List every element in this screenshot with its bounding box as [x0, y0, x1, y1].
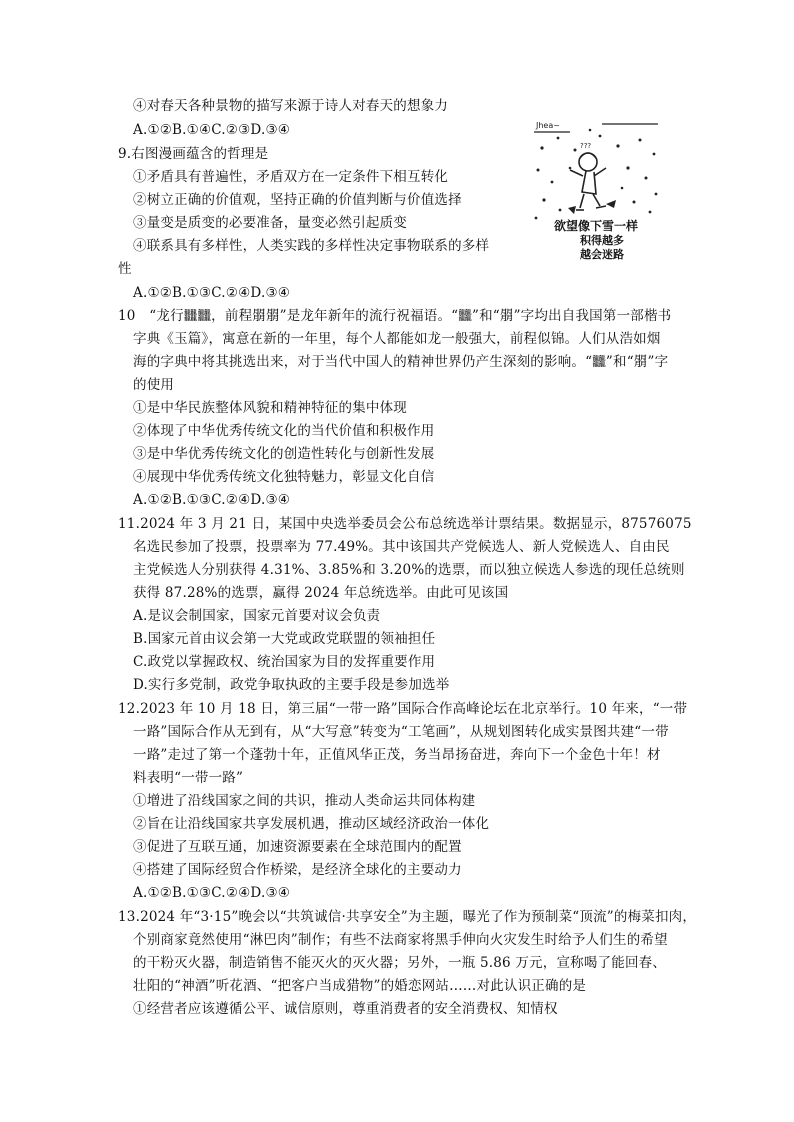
q9-answer-choices: A.①②B.①③C.②④D.③④	[133, 285, 291, 301]
q11-stem-line-1: 11.2024 年 3 月 21 日，某国中央选举委员会公布总统选举计票结果。数据显示，87576075	[118, 516, 692, 532]
q12-option-2: ②旨在让沿线国家共享发展机遇，推动区域经济政治一体化	[133, 816, 490, 832]
q13-stem-line-4: 壮阳的“神酒”听花酒、“把客户当成猎物”的婚恋网站……对此认识正确的是	[133, 978, 587, 994]
comic-caption-line-3: 越会迷路	[580, 248, 624, 261]
q9-stem: 9.右图漫画蕴含的哲理是	[118, 146, 269, 162]
comic-caption-line-2: 积得越多	[580, 234, 624, 247]
q12-stem-line-3: 一路”走过了第一个蓬勃十年，正值风华正茂，务当昂扬奋进，奔向下一个金色十年！材	[133, 747, 661, 763]
q12-answer-choices: A.①②B.①③C.②④D.③④	[133, 885, 291, 901]
q13-stem-line-3: 的干粉灭火器，制造销售不能灭火的灭火器；另外，一瓶 5.86 万元，宣称喝了能回春、	[133, 955, 667, 971]
q10-stem-line-4: 的使用	[133, 377, 175, 393]
comic-caption-line-1: 欲望像下雪一样	[553, 219, 639, 233]
q9-option-1: ①矛盾具有普遍性，矛盾双方在一定条件下相互转化	[133, 169, 449, 185]
comic-top-text: Jhea~	[536, 121, 560, 130]
q11-stem-line-4: 获得 87.28%的选票，赢得 2024 年总统选举。由此可见该国	[133, 585, 509, 601]
q12-stem-line-1: 12.2023 年 10 月 18 日，第三届“一带一路”国际合作高峰论坛在北京举行。10 年来，“一带	[118, 701, 688, 717]
q12-stem-line-2: 一路”国际合作从无到有，从“大写意”转变为“工笔画”，从规划图转化成实景图共建“一带	[133, 724, 669, 740]
q9-option-4-wrap: 性	[118, 261, 132, 277]
q11-option-b: B.国家元首由议会第一大党或政党联盟的领袖担任	[133, 631, 436, 647]
q10-option-3: ③是中华优秀传统文化的创造性转化与创新性发展	[133, 446, 435, 462]
q10-stem-line-2: 字典《玉篇》，寓意在新的一年里，每个人都能如龙一般强大，前程似锦。人们从浩如烟	[133, 331, 661, 347]
q10-option-2: ②体现了中华优秀传统文化的当代价值和积极作用	[133, 423, 435, 439]
q10-answer-choices: A.①②B.①③C.②④D.③④	[133, 492, 291, 508]
q8-answer-choices: A.①②B.①④C.②③D.③④	[133, 122, 291, 138]
q11-stem-line-2: 名选民参加了投票，投票率为 77.49%。其中该国共产党候选人、新人党候选人、自由民	[133, 539, 670, 555]
q12-option-4: ④搭建了国际经贸合作桥梁，是经济全球化的主要动力	[133, 862, 462, 878]
q13-stem-line-2: 个别商家竟然使用“淋巴肉”制作；有些不法商家将黑手伸向火灾发生时给予人们生的希望	[133, 932, 668, 948]
q13-stem-line-1: 13.2024 年“3·15”晚会以“共筑诚信·共享安全”为主题，曝光了作为预制菜“顶流”的梅菜扣肉，	[118, 909, 697, 925]
q9-option-2: ②树立正确的价值观，坚持正确的价值判断与价值选择	[133, 192, 462, 208]
q13-option-1: ①经营者应该遵循公平、诚信原则，尊重消费者的安全消费权、知情权	[133, 1001, 558, 1017]
q11-stem-line-3: 主党候选人分别获得 4.31%、3.85%和 3.20%的选票，而以独立候选人参选的现任总统则	[133, 562, 685, 578]
q11-option-d: D.实行多党制，政党争取执政的主要手段是参加选举	[133, 677, 450, 693]
q12-option-3: ③促进了互联互通，加速资源要素在全球范围内的配置	[133, 839, 462, 855]
q10-stem-line-1: 10 “龙行𪚥𪚥，前程朤朤”是龙年新年的流行祝福语。“𪚥”和“朤”字均出自我国第一部楷书	[118, 308, 672, 324]
comic-question-marks: ???	[580, 142, 592, 150]
comic-illustration	[530, 110, 662, 262]
q12-stem-line-4: 料表明“一带一路”	[133, 770, 244, 786]
q9-option-4: ④联系具有多样性，人类实践的多样性决定事物联系的多样	[133, 238, 490, 254]
q10-option-1: ①是中华民族整体风貌和精神特征的集中体现	[133, 400, 407, 416]
q10-option-4: ④展现中华优秀传统文化独特魅力，彰显文化自信	[133, 469, 435, 485]
q10-stem-line-3: 海的字典中将其挑选出来，对于当代中国人的精神世界仍产生深刻的影响。“𪚥”和“朤”字	[133, 354, 669, 370]
q9-option-3: ③量变是质变的必要准备，量变必然引起质变	[133, 215, 407, 231]
q11-option-c: C.政党以掌握政权、统治国家为目的发挥重要作用	[133, 654, 436, 670]
q11-option-a: A.是议会制国家，国家元首要对议会负责	[133, 608, 381, 624]
q12-option-1: ①增进了沿线国家之间的共识，推动人类命运共同体构建	[133, 793, 476, 809]
q8-option-4: ④对春天各种景物的描写来源于诗人对春天的想象力	[133, 98, 449, 114]
